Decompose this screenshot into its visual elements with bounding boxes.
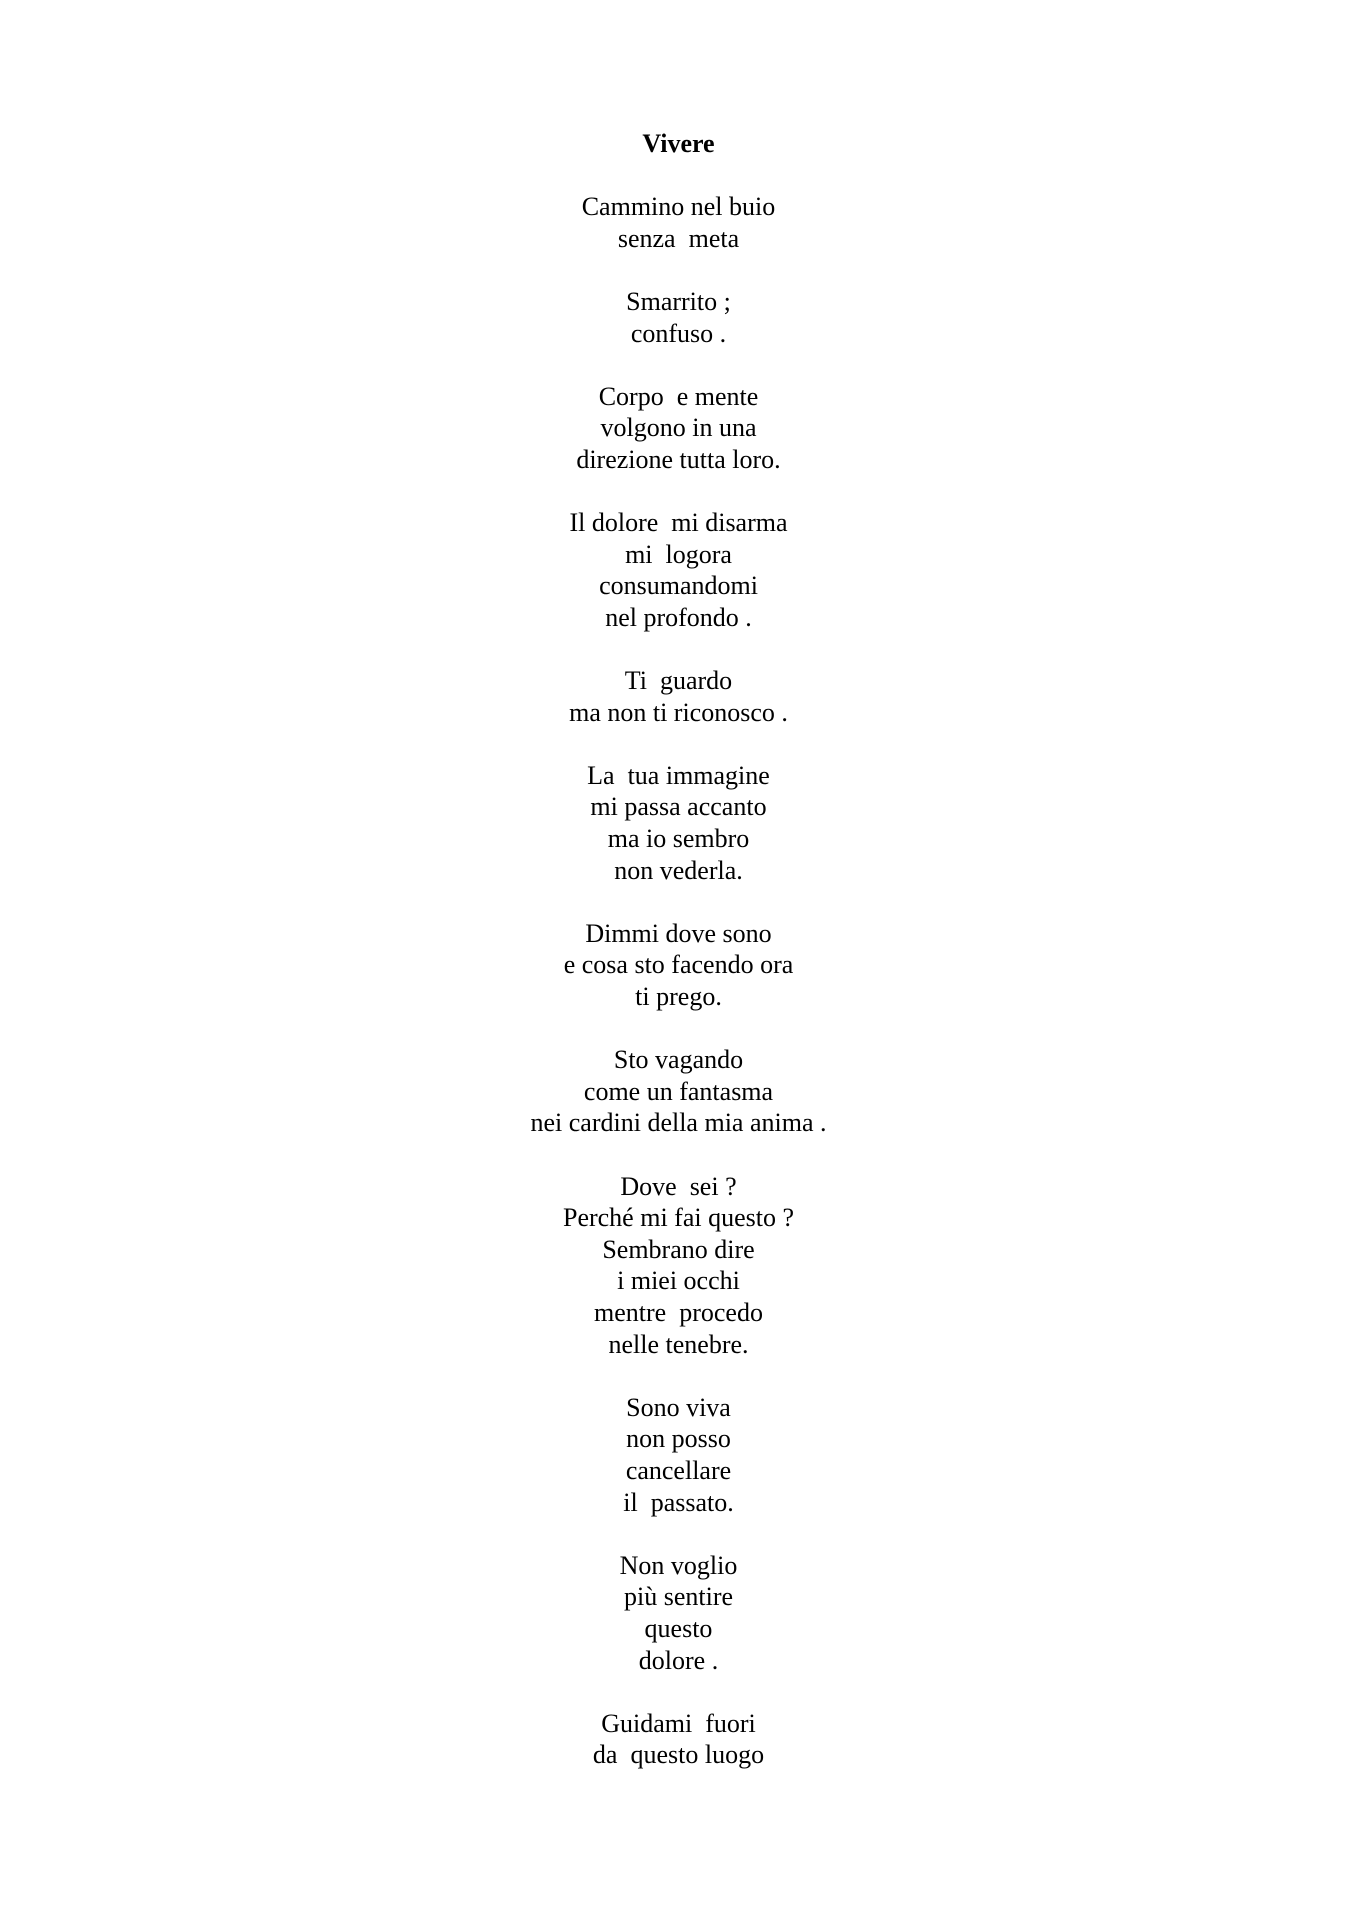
poem-line: mi logora (625, 539, 732, 569)
poem-stanza (0, 665, 1357, 728)
poem-line: nei cardini della mia anima . (530, 1108, 827, 1138)
poem-stanza (0, 191, 1357, 254)
poem-line: Dove sei ? (620, 1171, 737, 1201)
poem-line: e cosa sto facendo ora (563, 950, 794, 980)
poem-stanza (0, 760, 1357, 886)
poem-line: senza meta (617, 223, 740, 253)
poem-stanza (0, 1044, 1357, 1139)
poem-stanza (0, 1550, 1357, 1676)
poem-body (0, 191, 1357, 1771)
poem-stanza (0, 381, 1357, 476)
poem-line: nel profondo . (605, 602, 752, 632)
poem-line: Perché mi fai questo ? (562, 1203, 795, 1233)
poem-line: più sentire (623, 1582, 734, 1612)
poem-line: Corpo e mente (598, 381, 759, 411)
poem-line: non posso (626, 1424, 731, 1454)
poem-line: cancellare (625, 1455, 732, 1485)
poem-line: Sto vagando (613, 1045, 744, 1075)
poem-line: questo (644, 1613, 713, 1643)
poem-line: dolore . (638, 1645, 719, 1675)
poem-line: da questo luogo (592, 1740, 765, 1770)
poem-line: Dimmi dove sono (585, 918, 772, 948)
poem-line: Ti guardo (624, 666, 733, 696)
poem-line: confuso . (630, 318, 727, 348)
poem-line: i miei occhi (617, 1266, 740, 1296)
poem-line: mentre procedo (594, 1297, 763, 1327)
poem-line: il passato. (623, 1487, 734, 1517)
poem-line: Sono viva (626, 1392, 731, 1422)
poem-line: direzione tutta loro. (576, 444, 781, 474)
poem-line: Il dolore mi disarma (569, 508, 788, 538)
poem-line: consumandomi (599, 571, 758, 601)
poem-line: nelle tenebre. (608, 1329, 749, 1359)
poem-line: non vederla. (614, 855, 743, 885)
poem-line: ma non ti riconosco . (569, 697, 788, 727)
poem-line: Guidami fuori (601, 1708, 756, 1738)
poem-title: Vivere (642, 129, 715, 158)
poem-line: Sembrano dire (602, 1234, 755, 1264)
poem-stanza (0, 1708, 1357, 1771)
poem-line: Non voglio (619, 1550, 738, 1580)
poem-line: volgono in una (600, 413, 757, 443)
poem (0, 128, 1357, 1771)
poem-line: ma io sembro (607, 824, 750, 854)
poem-stanza (0, 918, 1357, 1013)
poem-stanza (0, 286, 1357, 349)
poem-stanza (0, 507, 1357, 633)
poem-stanza (0, 1171, 1357, 1361)
poem-line: ti prego. (635, 982, 722, 1012)
poem-stanza (0, 1392, 1357, 1518)
poem-line: come un fantasma (583, 1076, 774, 1106)
poem-line: La tua immagine (587, 760, 770, 790)
poem-line: Smarrito ; (626, 286, 731, 316)
poem-line: mi passa accanto (590, 792, 767, 822)
poem-line: Cammino nel buio (581, 192, 776, 222)
